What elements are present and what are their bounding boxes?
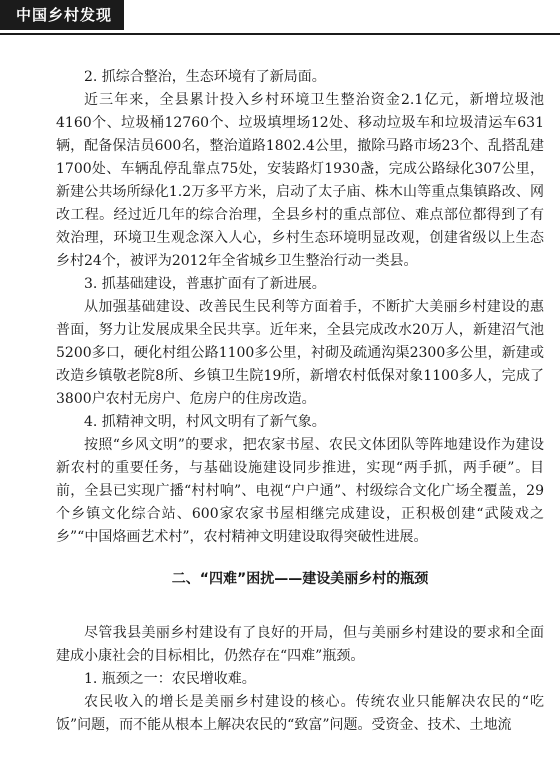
item3-paragraph: 从加强基础建设、改善民生民利等方面着手，不断扩大美丽乡村建设的惠普面，努力让发展成果全民共享。近年来，全县完成改水20万人，新建沼气池5200多口，硬化村组公路1100多公里，衬砌及疏通沟渠2300多公里，新建或改造乡镇敬老院8所、乡镇卫生院19所，新增农村低保对象1100多人，完成了3800户农村无房户、危房户的住房改造。 — [56, 299, 544, 407]
bottleneck1-paragraph: 农民收入的增长是美丽乡村建设的核心。传统农业只能解决农民的“吃饭”问题，而不能从根本上解决农民的“致富”问题。受资金、技术、土地流 — [56, 694, 544, 733]
item4-heading: 4. 抓精神文明，村风文明有了新气象。 — [84, 414, 326, 430]
section-header-tab — [0, 0, 124, 30]
header-divider — [0, 33, 560, 35]
bottleneck1-heading: 1. 瓶颈之一：农民增收难。 — [84, 671, 256, 687]
item4-paragraph: 按照“乡风文明”的要求，把农家书屋、农民文体团队等阵地建设作为建设新农村的重要任务，与基础设施建设同步推进，实现“两手抓，两手硬”。目前，全县已实现广播“村村响”、电视“户户通”、村级综合文化广场全覆盖，29个乡镇文化综合站、600家农家书屋相继完成建设，正积极创建“武陵戏之乡”“中国烙画艺术村”，农村精神文明建设取得突破性进展。 — [56, 437, 544, 545]
section2-intro-paragraph: 尽管我县美丽乡村建设有了良好的开局，但与美丽乡村建设的要求和全面建成小康社会的目标相比，仍然存在“四难”瓶颈。 — [56, 625, 544, 664]
item2-paragraph: 近三年来，全县累计投入乡村环境卫生整治资金2.1亿元，新增垃圾池4160个、垃圾桶12760个、垃圾填埋场12处、移动垃圾车和垃圾清运车631辆，配备保洁员600名，整治道路1802.4公里，撤除马路市场23个、乱搭乱建1700处、车辆乱停乱靠点75处，安装路灯1930盏，完成公路绿化307公里，新建公共场所绿化1.2万多平方米，启动了太子庙、株木山等重点集镇路改、网改工程。经过近几年的综合治理，全县乡村的重点部位、难点部位都得到了有效治理，环境卫生观念深入人心，乡村生态环境明显改观，创建省级以上生态乡村24个，被评为2012年全省城乡卫生整治行动一类县。 — [56, 92, 544, 269]
section2-title: 二、“四难”困扰——建设美丽乡村的瓶颈 — [171, 571, 429, 587]
item3-heading: 3. 抓基础建设，普惠扩面有了新进展。 — [84, 276, 326, 292]
item2-heading: 2. 抓综合整治，生态环境有了新局面。 — [84, 69, 326, 85]
article-body — [56, 66, 544, 737]
section-header-label: 中国乡村发现 — [16, 6, 113, 24]
